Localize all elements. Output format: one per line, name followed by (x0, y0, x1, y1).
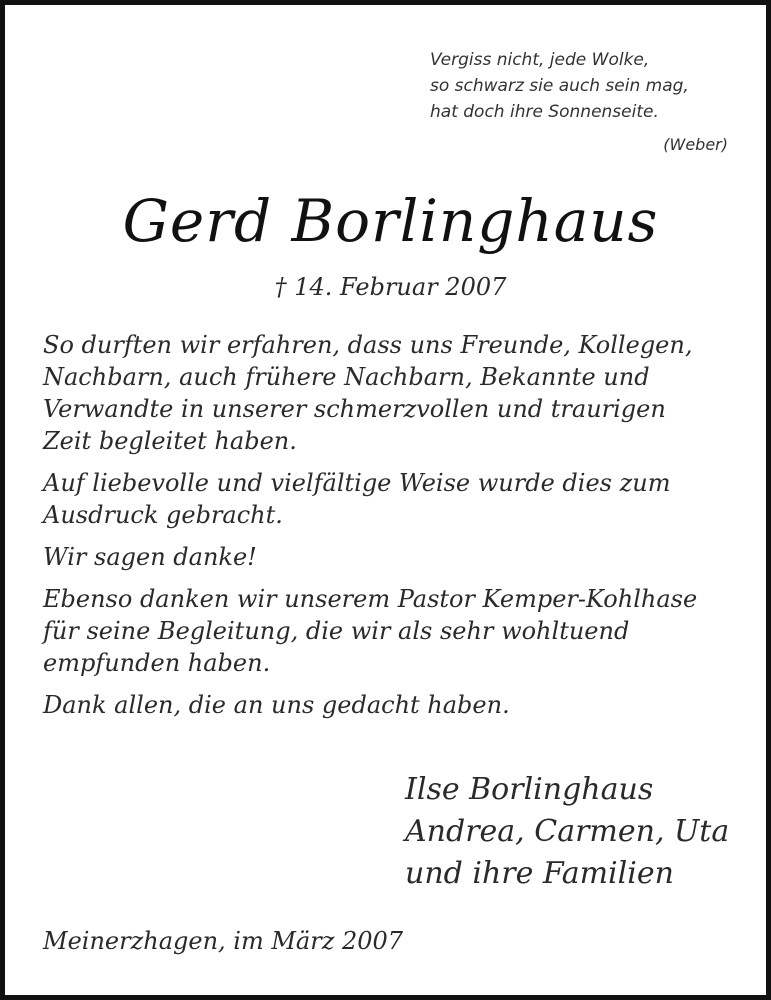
paragraph (43, 583, 743, 679)
deceased-name: Gerd Borlinghaus (122, 187, 659, 255)
mourners-signature (405, 769, 729, 895)
death-date: † 14. Februar 2007 (274, 273, 507, 301)
motto-line: hat doch ihre Sonnenseite. (430, 102, 659, 122)
text-line: Nachbarn, auch frühere Nachbarn, Bekannte und (43, 363, 650, 391)
text-line: Ebenso danken wir unserem Pastor Kemper-Kohlhase (43, 585, 698, 613)
text-line: Zeit begleitet haben. (43, 427, 297, 455)
text-line: für seine Begleitung, die wir als sehr wohltuend (43, 617, 630, 645)
signature-line: und ihre Familien (405, 856, 674, 891)
paragraph (43, 541, 743, 573)
text-line: empfunden haben. (43, 649, 271, 677)
signature-line: Ilse Borlinghaus (405, 772, 654, 807)
text-line: Ausdruck gebracht. (43, 501, 283, 529)
motto-line: so schwarz sie auch sein mag, (430, 76, 689, 96)
paragraph (43, 467, 743, 531)
motto-quote (430, 47, 730, 125)
place-date: Meinerzhagen, im März 2007 (43, 927, 404, 955)
motto-line: Vergiss nicht, jede Wolke, (430, 50, 650, 70)
thank-you-text (43, 329, 743, 731)
signature-line: Andrea, Carmen, Uta (405, 814, 730, 849)
motto-source: (Weber) (663, 135, 728, 154)
text-line: Verwandte in unserer schmerzvollen und traurigen (43, 395, 666, 423)
paragraph (43, 689, 743, 721)
text-line: Wir sagen danke! (43, 543, 257, 571)
paragraph (43, 329, 743, 457)
text-line: So durften wir erfahren, dass uns Freunde, Kollegen, (43, 331, 693, 359)
text-line: Dank allen, die an uns gedacht haben. (43, 691, 510, 719)
text-line: Auf liebevolle und vielfältige Weise wurde dies zum (43, 469, 671, 497)
